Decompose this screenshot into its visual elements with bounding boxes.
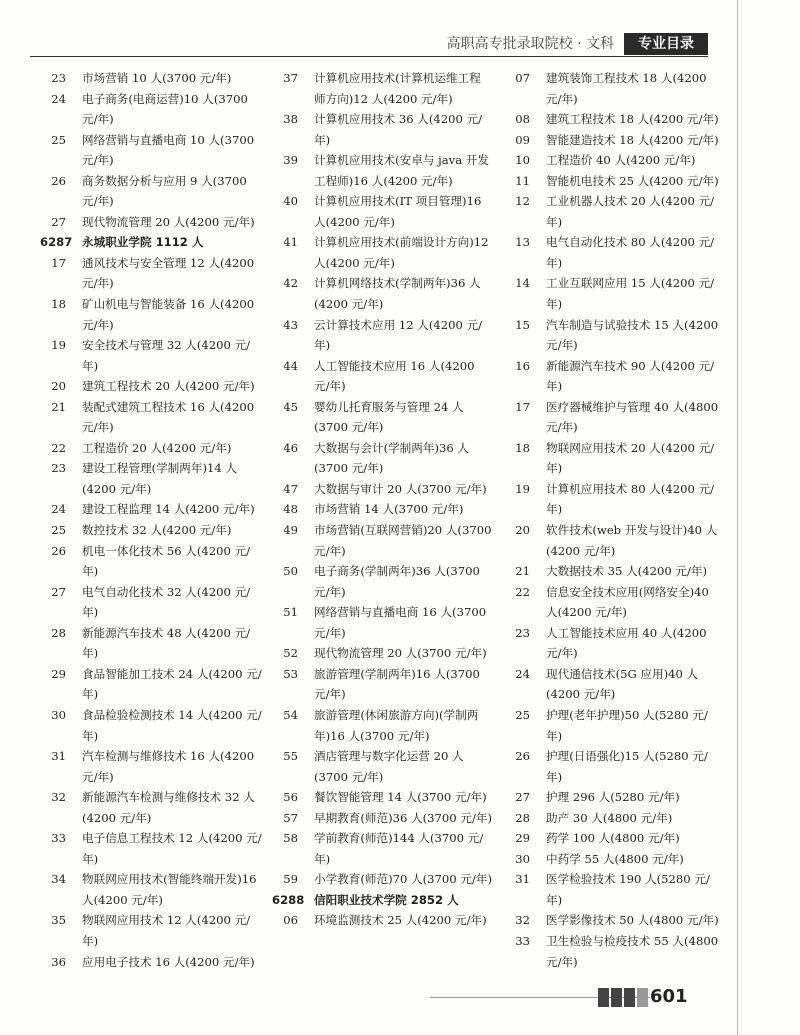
major-entry [272, 602, 492, 643]
major-text: 工业机器人技术 20 人(4200 元/年) [546, 194, 715, 229]
major-text: 数控技术 32 人(4200 元/年) [82, 523, 232, 538]
header-rule [30, 56, 708, 57]
major-entry [504, 705, 720, 746]
major-code: 18 [515, 440, 530, 455]
major-code: 46 [283, 440, 298, 455]
major-text: 建设工程管理(学制两年)14 人(4200 元/年) [82, 461, 238, 496]
major-entry [504, 910, 720, 931]
major-entry [504, 479, 720, 520]
major-text: 信息安全技术应用(网络安全)40 人(4200 元/年) [546, 584, 709, 620]
school-code: 6287 [40, 235, 73, 250]
major-text: 现代物流管理 20 人(3700 元/年) [314, 646, 487, 661]
major-entry [272, 808, 492, 829]
major-text: 建设工程监理 14 人(4200 元/年) [82, 502, 255, 517]
major-code: 20 [515, 523, 530, 538]
major-code: 29 [51, 666, 66, 681]
major-text: 安全技术与管理 32 人(4200 元/年) [82, 338, 251, 373]
major-entry [40, 541, 262, 582]
column-3 [504, 68, 720, 972]
major-entry [504, 808, 720, 829]
major-text: 计算机应用技术 36 人(4200 元/年) [314, 112, 483, 147]
major-code: 49 [283, 523, 298, 538]
major-text: 电子信息工程技术 12 人(4200 元/年) [82, 831, 262, 866]
major-text: 机电一体化技术 56 人(4200 元/年) [82, 543, 251, 579]
major-entry [272, 787, 492, 808]
major-entry [40, 212, 262, 233]
major-code: 23 [51, 71, 66, 85]
major-code: 38 [283, 112, 298, 127]
major-entry [504, 664, 720, 705]
major-text: 计算机应用技术(IT 项目管理)16 人(4200 元/年) [314, 194, 482, 229]
major-entry [40, 458, 262, 499]
major-text: 计算机网络技术(学制两年)36 人(4200 元/年) [314, 276, 481, 312]
major-code: 28 [515, 810, 530, 825]
major-entry [40, 294, 262, 335]
major-code: 32 [515, 913, 530, 928]
major-code: 13 [515, 235, 530, 250]
major-entry [272, 150, 492, 191]
major-text: 酒店管理与数字化运营 20 人(3700 元/年) [314, 749, 464, 784]
major-code: 16 [515, 358, 530, 373]
school-heading [40, 232, 262, 253]
major-text: 学前教育(师范)144 人(3700 元/年) [314, 831, 484, 866]
major-entry [40, 438, 262, 459]
major-text: 新能源汽车检测与维修技术 32 人(4200 元/年) [82, 790, 255, 825]
major-entry [504, 356, 720, 397]
major-entry [272, 232, 492, 273]
major-code: 22 [51, 440, 66, 455]
major-entry [504, 130, 720, 151]
major-entry [40, 664, 262, 705]
major-text: 大数据技术 35 人(4200 元/年) [546, 564, 708, 579]
major-entry [40, 952, 262, 973]
major-code: 22 [515, 584, 530, 599]
major-code: 47 [283, 481, 298, 496]
major-entry [272, 479, 492, 500]
major-code: 28 [51, 625, 66, 640]
major-text: 婴幼儿托育服务与管理 24 人(3700 元/年) [314, 399, 464, 435]
major-text: 大数据与审计 20 人(3700 元/年) [314, 481, 487, 496]
major-code: 08 [515, 112, 530, 127]
major-code: 29 [515, 831, 530, 846]
major-text: 云计算技术应用 12 人(4200 元/年) [314, 317, 483, 353]
major-text: 助产 30 人(4800 元/年) [546, 810, 673, 825]
major-text: 护理 296 人(5280 元/年) [546, 790, 680, 805]
major-code: 19 [515, 481, 530, 496]
major-text: 旅游管理(学制两年)16 人(3700 元/年) [314, 666, 480, 702]
major-code: 17 [51, 255, 66, 270]
major-text: 早期教育(师范)36 人(3700 元/年) [314, 810, 492, 825]
school-name: 永城职业学院 1112 人 [82, 235, 204, 250]
major-code: 31 [515, 872, 530, 887]
major-entry [504, 746, 720, 787]
major-entry [504, 869, 720, 910]
major-text: 计算机应用技术 80 人(4200 元/年) [546, 481, 715, 517]
major-text: 人工智能技术应用 16 人(4200 元/年) [314, 358, 475, 394]
major-code: 35 [51, 913, 66, 928]
major-text: 建筑装饰工程技术 18 人(4200 元/年) [546, 71, 707, 106]
major-entry [40, 746, 262, 787]
major-entry [504, 273, 720, 314]
school-heading [272, 890, 492, 911]
major-code: 36 [51, 954, 66, 969]
major-code: 26 [515, 749, 530, 764]
major-entry [272, 561, 492, 602]
major-code: 23 [515, 625, 530, 640]
major-code: 33 [515, 933, 530, 948]
major-entry [40, 68, 262, 89]
major-text: 汽车检测与维修技术 16 人(4200 元/年) [82, 749, 255, 784]
major-text: 工业互联网应用 15 人(4200 元/年) [546, 276, 715, 312]
major-code: 59 [283, 872, 298, 887]
major-entry [504, 232, 720, 273]
major-entry [40, 520, 262, 541]
major-entry [272, 828, 492, 869]
major-entry [272, 910, 492, 931]
major-code: 53 [283, 666, 298, 681]
major-code: 27 [51, 584, 66, 599]
major-text: 现代物流管理 20 人(4200 元/年) [82, 214, 255, 229]
major-text: 现代通信技术(5G 应用)40 人(4200 元/年) [546, 666, 699, 702]
major-entry [272, 356, 492, 397]
major-entry [504, 623, 720, 664]
major-code: 14 [515, 276, 530, 291]
major-entry [40, 828, 262, 869]
major-code: 09 [515, 132, 530, 147]
major-text: 食品检验检测技术 14 人(4200 元/年) [82, 707, 262, 743]
major-text: 人工智能技术应用 40 人(4200 元/年) [546, 625, 707, 661]
major-entry [504, 150, 720, 171]
major-entry [504, 849, 720, 870]
major-text: 工程造价 20 人(4200 元/年) [82, 440, 232, 455]
header-tab: 专业目录 [624, 33, 708, 55]
major-text: 药学 100 人(4800 元/年) [546, 831, 680, 846]
major-code: 20 [51, 379, 66, 394]
major-text: 小学教育(师范)70 人(3700 元/年) [314, 872, 492, 887]
major-text: 装配式建筑工程技术 16 人(4200 元/年) [82, 399, 255, 435]
major-code: 27 [515, 790, 530, 805]
major-code: 30 [51, 707, 66, 722]
major-entry [40, 499, 262, 520]
major-code: 18 [51, 297, 66, 312]
major-text: 网络营销与直播电商 16 人(3700 元/年) [314, 605, 487, 640]
major-entry [272, 643, 492, 664]
major-code: 21 [51, 399, 66, 414]
major-code: 44 [283, 358, 298, 373]
major-code: 25 [515, 707, 530, 722]
major-entry [504, 68, 720, 109]
major-entry [504, 191, 720, 232]
major-entry [504, 561, 720, 582]
major-text: 市场营销 14 人(3700 元/年) [314, 502, 464, 517]
major-text: 市场营销 10 人(3700 元/年) [82, 71, 232, 85]
major-text: 矿山机电与智能装备 16 人(4200 元/年) [82, 297, 255, 332]
major-text: 医疗器械维护与管理 40 人(4800 元/年) [546, 399, 719, 435]
major-entry [40, 869, 262, 910]
major-text: 食品智能加工技术 24 人(4200 元/年) [82, 666, 262, 702]
major-code: 23 [51, 461, 66, 476]
page-header [447, 33, 708, 55]
major-entry [272, 273, 492, 314]
major-text: 电气自动化技术 32 人(4200 元/年) [82, 584, 251, 620]
major-code: 31 [51, 749, 66, 764]
school-name: 信阳职业技术学院 2852 人 [314, 892, 459, 907]
major-text: 网络营销与直播电商 10 人(3700 元/年) [82, 132, 255, 168]
major-entry [272, 520, 492, 561]
major-entry [40, 623, 262, 664]
major-text: 电子商务(学制两年)36 人(3700 元/年) [314, 564, 480, 599]
major-text: 软件技术(web 开发与设计)40 人(4200 元/年) [546, 523, 718, 558]
major-text: 应用电子技术 16 人(4200 元/年) [82, 954, 255, 969]
major-text: 汽车制造与试验技术 15 人(4200 元/年) [546, 317, 719, 353]
major-text: 建筑工程技术 20 人(4200 元/年) [82, 379, 255, 394]
major-text: 商务数据分析与应用 9 人(3700 元/年) [82, 173, 247, 209]
page-number: 601 [650, 986, 688, 1007]
major-entry [40, 89, 262, 130]
major-text: 护理(老年护理)50 人(5280 元/年) [546, 707, 708, 743]
major-text: 电子商务(电商运营)10 人(3700 元/年) [82, 91, 248, 127]
major-entry [272, 397, 492, 438]
major-entry [504, 397, 720, 438]
major-entry [272, 191, 492, 232]
major-entry [40, 253, 262, 294]
major-text: 卫生检验与检疫技术 55 人(4800 元/年) [546, 933, 719, 969]
major-entry [504, 828, 720, 849]
major-code: 24 [51, 502, 66, 517]
major-entry [504, 315, 720, 356]
major-entry [504, 787, 720, 808]
major-text: 新能源汽车技术 48 人(4200 元/年) [82, 625, 251, 661]
major-code: 17 [515, 399, 530, 414]
major-text: 护理(日语强化)15 人(5280 元/年) [546, 749, 708, 784]
major-text: 电气自动化技术 80 人(4200 元/年) [546, 235, 715, 270]
major-code: 50 [283, 564, 298, 579]
major-code: 24 [515, 666, 530, 681]
major-code: 24 [51, 91, 66, 106]
major-code: 42 [283, 276, 298, 291]
major-code: 58 [283, 831, 298, 846]
major-code: 56 [283, 790, 298, 805]
major-code: 52 [283, 646, 298, 661]
major-code: 32 [51, 790, 66, 805]
major-entry [40, 376, 262, 397]
major-text: 大数据与会计(学制两年)36 人(3700 元/年) [314, 440, 470, 476]
major-code: 51 [283, 605, 298, 620]
major-text: 物联网应用技术 20 人(4200 元/年) [546, 440, 715, 476]
major-code: 10 [515, 153, 530, 168]
column-2 [272, 68, 492, 931]
major-entry [40, 705, 262, 746]
major-entry [272, 746, 492, 787]
major-entry [40, 397, 262, 438]
major-text: 智能建造技术 18 人(4200 元/年) [546, 132, 719, 147]
major-text: 餐饮智能管理 14 人(3700 元/年) [314, 790, 487, 805]
major-code: 12 [515, 194, 530, 209]
major-entry [272, 869, 492, 890]
major-code: 25 [51, 132, 66, 147]
major-text: 中药学 55 人(4800 元/年) [546, 851, 684, 866]
major-code: 26 [51, 543, 66, 558]
major-text: 计算机应用技术(计算机运维工程师方向)12 人(4200 元/年) [314, 71, 481, 106]
major-entry [40, 910, 262, 951]
major-entry [40, 171, 262, 212]
major-entry [272, 109, 492, 150]
major-entry [40, 787, 262, 828]
major-code: 43 [283, 317, 298, 332]
major-entry [272, 705, 492, 746]
major-text: 智能机电技术 25 人(4200 元/年) [546, 173, 719, 188]
major-text: 新能源汽车技术 90 人(4200 元/年) [546, 358, 715, 394]
major-code: 27 [51, 214, 66, 229]
major-text: 计算机应用技术(安卓与 java 开发工程师)16 人(4200 元/年) [314, 153, 489, 188]
major-code: 57 [283, 810, 298, 825]
major-text: 旅游管理(休闲旅游方向)(学制两年)16 人(3700 元/年) [314, 707, 479, 743]
major-code: 33 [51, 831, 66, 846]
major-text: 物联网应用技术(智能终端开发)16 人(4200 元/年) [82, 872, 257, 907]
major-code: 07 [515, 71, 530, 85]
footer-decoration [598, 988, 648, 1007]
major-code: 39 [283, 153, 298, 168]
major-entry [504, 109, 720, 130]
major-entry [272, 499, 492, 520]
major-code: 37 [283, 71, 298, 85]
major-entry [504, 171, 720, 192]
major-entry [272, 438, 492, 479]
major-entry [272, 664, 492, 705]
major-entry [504, 582, 720, 623]
major-entry [504, 931, 720, 972]
school-code: 6288 [272, 892, 305, 907]
header-subtitle: 高职高专批录取院校 · 文科 [446, 36, 614, 52]
major-code: 19 [51, 338, 66, 353]
major-text: 工程造价 40 人(4200 元/年) [546, 153, 696, 168]
major-code: 30 [515, 851, 530, 866]
major-entry [40, 130, 262, 171]
major-code: 11 [515, 173, 530, 188]
major-code: 45 [283, 399, 298, 414]
major-text: 计算机应用技术(前端设计方向)12 人(4200 元/年) [314, 235, 489, 270]
major-code: 40 [283, 194, 298, 209]
major-code: 55 [283, 749, 298, 764]
major-code: 54 [283, 707, 298, 722]
major-text: 市场营销(互联网营销)20 人(3700 元/年) [314, 523, 492, 558]
major-code: 06 [283, 913, 298, 928]
major-text: 建筑工程技术 18 人(4200 元/年) [546, 112, 719, 127]
major-entry [504, 438, 720, 479]
major-entry [40, 335, 262, 376]
major-entry [40, 582, 262, 623]
major-entry [272, 68, 492, 109]
major-text: 通风技术与安全管理 12 人(4200 元/年) [82, 255, 255, 291]
major-code: 34 [51, 872, 66, 887]
major-code: 48 [283, 502, 298, 517]
page-edge-line [737, 0, 738, 1035]
major-code: 21 [515, 564, 530, 579]
major-text: 医学影像技术 50 人(4800 元/年) [546, 913, 719, 928]
major-code: 15 [515, 317, 530, 332]
column-1 [40, 68, 262, 972]
major-text: 环境监测技术 25 人(4200 元/年) [314, 913, 487, 928]
major-code: 41 [283, 235, 298, 250]
major-entry [272, 315, 492, 356]
major-code: 25 [51, 523, 66, 538]
major-code: 26 [51, 173, 66, 188]
major-entry [504, 520, 720, 561]
major-text: 物联网应用技术 12 人(4200 元/年) [82, 913, 251, 948]
major-text: 医学检验技术 190 人(5280 元/年) [546, 872, 710, 907]
